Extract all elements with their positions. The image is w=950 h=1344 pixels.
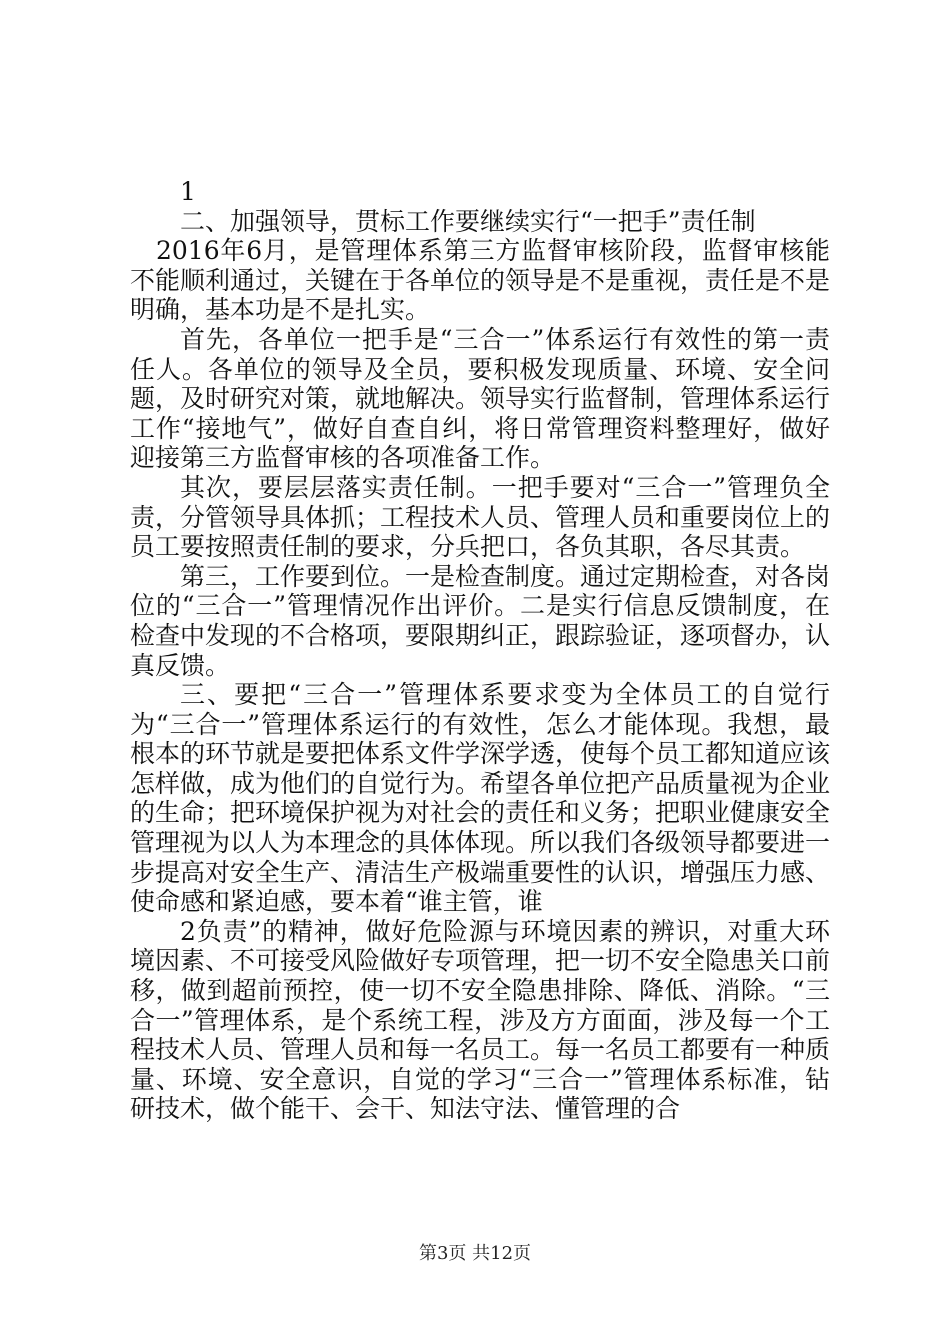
page-number-marker: 1 — [180, 177, 196, 206]
paragraph-first: 首先，各单位一把手是“三合一”体系运行有效性的第一责任人。各单位的领导及全员，要积极发现质量、环境、安全问题，及时研究对策，就地解决。领导实行监督制，管理体系运行工作“接地气”，做好自查自纠，将日常管理资料整理好，做好迎接第三方监督审核的各项准备工作。 — [130, 324, 831, 473]
paragraph-second: 其次，要层层落实责任制。一把手要对“三合一”管理负全责，分管领导具体抓；工程技术人员、管理人员和重要岗位上的员工要按照责任制的要求，分兵把口，各负其职，各尽其责。 — [130, 472, 831, 562]
paragraph-continuation: 2负责”的精神，做好危险源与环境因素的辨识，对重大环境因素、不可接受风险做好专项管理，把一切不安全隐患关口前移，做到超前预控，使一切不安全隐患排除、降低、消除。“三合一”管理体系，是个系统工程，涉及方方面面，涉及每一个工程技术人员、管理人员和每一名员工。每一名员工都要有一种质量、环境、安全意识，自觉的学习“三合一”管理体系标准，钻研技术，做个能干、会干、知法守法、懂管理的合 — [130, 916, 831, 1124]
paragraph-audit: 2016年6月，是管理体系第三方监督审核阶段，监督审核能不能顺利通过，关键在于各单位的领导是不是重视，责任是不是明确，基本功是不是扎实。 — [130, 236, 831, 325]
document-body — [130, 177, 830, 1124]
section-heading-2: 二、加强领导，贯标工作要继续实行“一把手”责任制 — [180, 206, 756, 236]
section-heading-3: 三、要把“三合一”管理体系要求变为全体员工的自觉行为“三合一”管理体系运行的有效性，怎么才能体现。我想，最根本的环节就是要把体系文件学深学透，使每个员工都知道应该怎样做，成为他们的自觉行为。希望各单位把产品质量视为企业的生命；把环境保护视为对社会的责任和义务；把职业健康安全管理视为以人为本理念的具体体现。所以我们各级领导都要进一步提高对安全生产、清洁生产极端重要性的认识，增强压力感、使命感和紧迫感，要本着“谁主管，谁 — [130, 680, 831, 917]
page-footer: 第3页 共12页 — [418, 1243, 532, 1264]
paragraph-third: 第三，工作要到位。一是检查制度。通过定期检查，对各岗位的“三合一”管理情况作出评价。二是实行信息反馈制度，在检查中发现的不合格项，要限期纠正，跟踪验证，逐项督办，认真反馈。 — [130, 561, 831, 680]
